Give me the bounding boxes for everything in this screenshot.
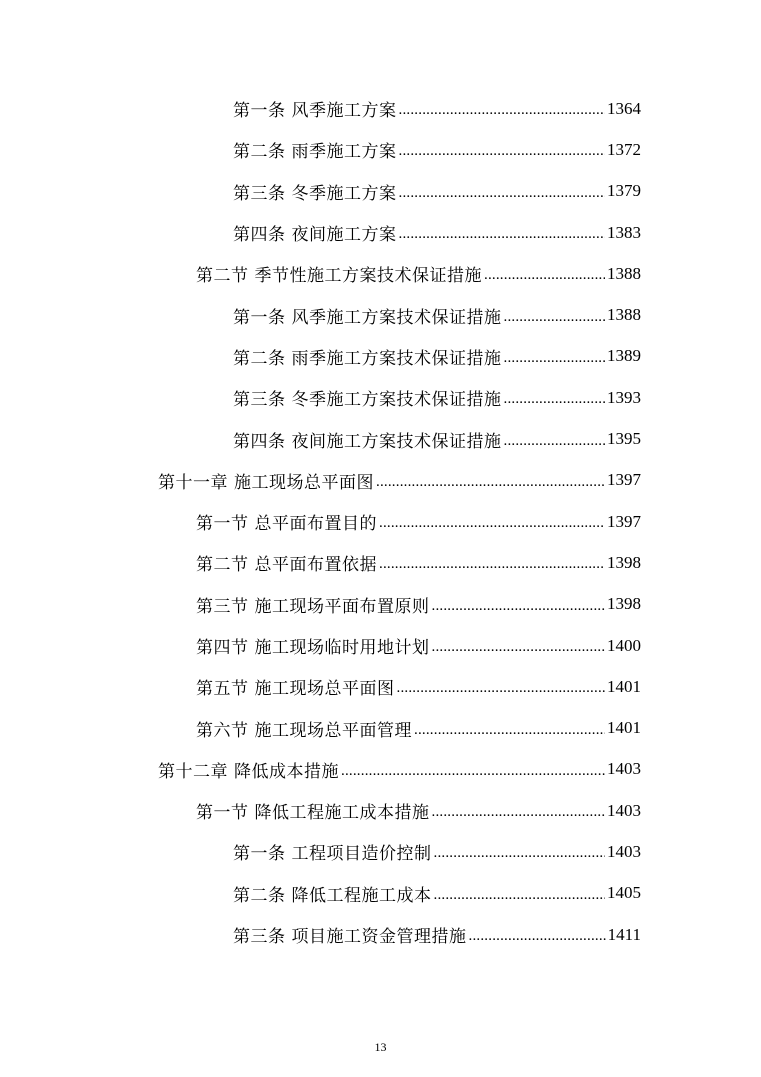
toc-entry-title: 降低工程施工成本 [291, 885, 432, 906]
toc-entry-number: 第二节 [196, 555, 249, 576]
toc-entry-page: 1364 [607, 98, 641, 118]
toc-entry-label [233, 344, 502, 369]
toc-entry-label [196, 550, 377, 575]
dot-leader [484, 267, 605, 284]
toc-entry-number: 第四节 [196, 638, 249, 658]
toc-entry-title: 总平面布置依据 [254, 555, 377, 576]
toc-entry[interactable] [0, 129, 761, 170]
dot-leader [434, 887, 606, 904]
dot-leader [432, 639, 606, 656]
toc-entry-label [233, 220, 397, 245]
toc-entry[interactable] [0, 790, 761, 831]
toc-entry[interactable] [0, 749, 761, 790]
toc-entry-page: 1401 [607, 676, 641, 696]
toc-entry-title: 施工现场总平面管理 [254, 720, 412, 741]
toc-entry-label [233, 137, 397, 162]
dot-leader [432, 598, 606, 615]
dot-leader [379, 556, 605, 573]
toc-entry-number: 第三条 [233, 183, 286, 204]
toc-entry-title: 施工现场平面布置原则 [254, 596, 430, 617]
toc-entry-number: 第六节 [196, 720, 249, 741]
toc-entry-number: 第四条 [233, 431, 286, 452]
toc-entry[interactable] [0, 584, 761, 625]
toc-entry[interactable] [0, 831, 761, 872]
toc-entry-number: 第三节 [196, 596, 249, 617]
toc-entry[interactable] [0, 212, 761, 253]
toc-entry-page: 1398 [607, 594, 641, 614]
toc-entry-page: 1372 [607, 139, 641, 159]
toc-entry[interactable] [0, 914, 761, 955]
toc-entry[interactable] [0, 707, 761, 748]
toc-entry-page: 1400 [607, 635, 641, 655]
toc-entry[interactable] [0, 253, 761, 294]
toc-entry[interactable] [0, 501, 761, 542]
toc-entry-title: 工程项目造价控制 [291, 844, 432, 865]
toc-entry-label [233, 303, 502, 328]
toc-entry-page: 1395 [607, 429, 641, 449]
toc-entry-number: 第十一章 [158, 472, 228, 493]
toc-entry-label [233, 839, 432, 864]
toc-entry-label [196, 261, 482, 286]
toc-entry-label [233, 385, 502, 410]
toc-entry-page: 1398 [607, 552, 641, 572]
dot-leader [379, 515, 605, 532]
toc-entry-page: 1393 [607, 387, 641, 407]
toc-entry-label [196, 798, 430, 823]
toc-entry-number: 第一条 [233, 307, 286, 328]
toc-entry-page: 1397 [607, 470, 641, 490]
toc-entry-title: 季节性施工方案技术保证措施 [254, 266, 482, 287]
table-of-contents [0, 88, 761, 955]
toc-entry[interactable] [0, 542, 761, 583]
dot-leader [399, 143, 606, 160]
toc-entry-title: 雨季施工方案 [291, 142, 397, 163]
toc-entry-page: 1388 [607, 305, 641, 325]
dot-leader [504, 433, 606, 450]
toc-entry-label [158, 468, 374, 493]
toc-entry-title: 夜间施工方案技术保证措施 [291, 431, 502, 452]
toc-entry-number: 第一条 [233, 101, 286, 122]
toc-entry-number: 第五节 [196, 679, 249, 700]
toc-entry-title: 施工现场总平面图 [234, 472, 374, 493]
toc-entry-number: 第二节 [196, 266, 249, 287]
toc-entry-number: 第一条 [233, 844, 286, 865]
toc-entry-number: 第一节 [196, 514, 249, 535]
toc-entry-number: 第一节 [196, 803, 249, 824]
toc-entry-page: 1401 [607, 718, 641, 738]
toc-entry-label [196, 592, 430, 617]
toc-entry-title: 风季施工方案技术保证措施 [291, 307, 502, 328]
dot-leader [399, 226, 606, 243]
toc-entry-number: 第二条 [233, 885, 286, 906]
toc-entry-label [196, 509, 377, 534]
toc-entry[interactable] [0, 294, 761, 335]
toc-entry-label [196, 674, 395, 699]
toc-entry-label [196, 716, 412, 741]
toc-entry-number: 第四条 [233, 225, 286, 246]
dot-leader [399, 102, 606, 119]
toc-entry-page: 1411 [607, 924, 641, 944]
dot-leader [397, 680, 606, 697]
dot-leader [434, 845, 606, 862]
toc-entry-label [233, 427, 502, 452]
page-number: 13 [374, 1040, 387, 1054]
toc-entry[interactable] [0, 377, 761, 418]
toc-entry-title: 夜间施工方案 [291, 225, 397, 246]
toc-entry-number: 第三条 [233, 390, 286, 411]
toc-entry-title: 降低工程施工成本措施 [254, 803, 430, 824]
dot-leader [376, 474, 605, 491]
dot-leader [399, 185, 606, 202]
dot-leader [432, 804, 606, 821]
toc-entry-label [233, 96, 397, 121]
toc-entry-label [233, 881, 432, 906]
toc-entry-number: 第十二章 [158, 761, 228, 782]
toc-entry-title: 冬季施工方案技术保证措施 [291, 390, 502, 411]
toc-entry-page: 1379 [607, 181, 641, 201]
toc-entry-page: 1383 [607, 222, 641, 242]
dot-leader [504, 309, 606, 326]
toc-entry-number: 第三条 [233, 927, 286, 948]
toc-entry-page: 1389 [607, 346, 641, 366]
toc-entry-label [233, 922, 467, 947]
toc-entry[interactable] [0, 625, 761, 666]
toc-entry-title: 施工现场总平面图 [254, 679, 395, 700]
toc-entry[interactable] [0, 418, 761, 459]
toc-entry-page: 1403 [607, 800, 641, 820]
dot-leader [469, 928, 606, 945]
dot-leader [504, 391, 606, 408]
toc-entry-label [158, 757, 339, 782]
toc-entry-page: 1397 [607, 511, 641, 531]
toc-entry-title: 总平面布置目的 [254, 514, 377, 535]
toc-entry-title: 施工现场临时用地计划 [254, 638, 430, 658]
toc-entry-label [233, 179, 397, 204]
toc-entry[interactable] [0, 336, 761, 377]
toc-entry[interactable] [0, 460, 761, 501]
toc-entry[interactable] [0, 873, 761, 914]
toc-entry-title: 风季施工方案 [291, 101, 397, 122]
dot-leader [504, 350, 606, 367]
toc-entry-page: 1403 [607, 759, 641, 779]
toc-entry-title: 雨季施工方案技术保证措施 [291, 348, 502, 369]
toc-entry-page: 1405 [607, 883, 641, 903]
toc-entry-number: 第二条 [233, 348, 286, 369]
toc-entry-title: 冬季施工方案 [291, 183, 397, 204]
toc-entry-title: 项目施工资金管理措施 [291, 927, 467, 948]
toc-entry[interactable] [0, 88, 761, 129]
toc-entry-label [196, 633, 430, 658]
dot-leader [341, 763, 605, 780]
dot-leader [414, 722, 605, 739]
toc-entry-page: 1403 [607, 841, 641, 861]
toc-entry-number: 第二条 [233, 142, 286, 163]
toc-entry[interactable] [0, 666, 761, 707]
toc-entry-title: 降低成本措施 [234, 761, 339, 782]
toc-entry-page: 1388 [607, 263, 641, 283]
toc-entry[interactable] [0, 171, 761, 212]
